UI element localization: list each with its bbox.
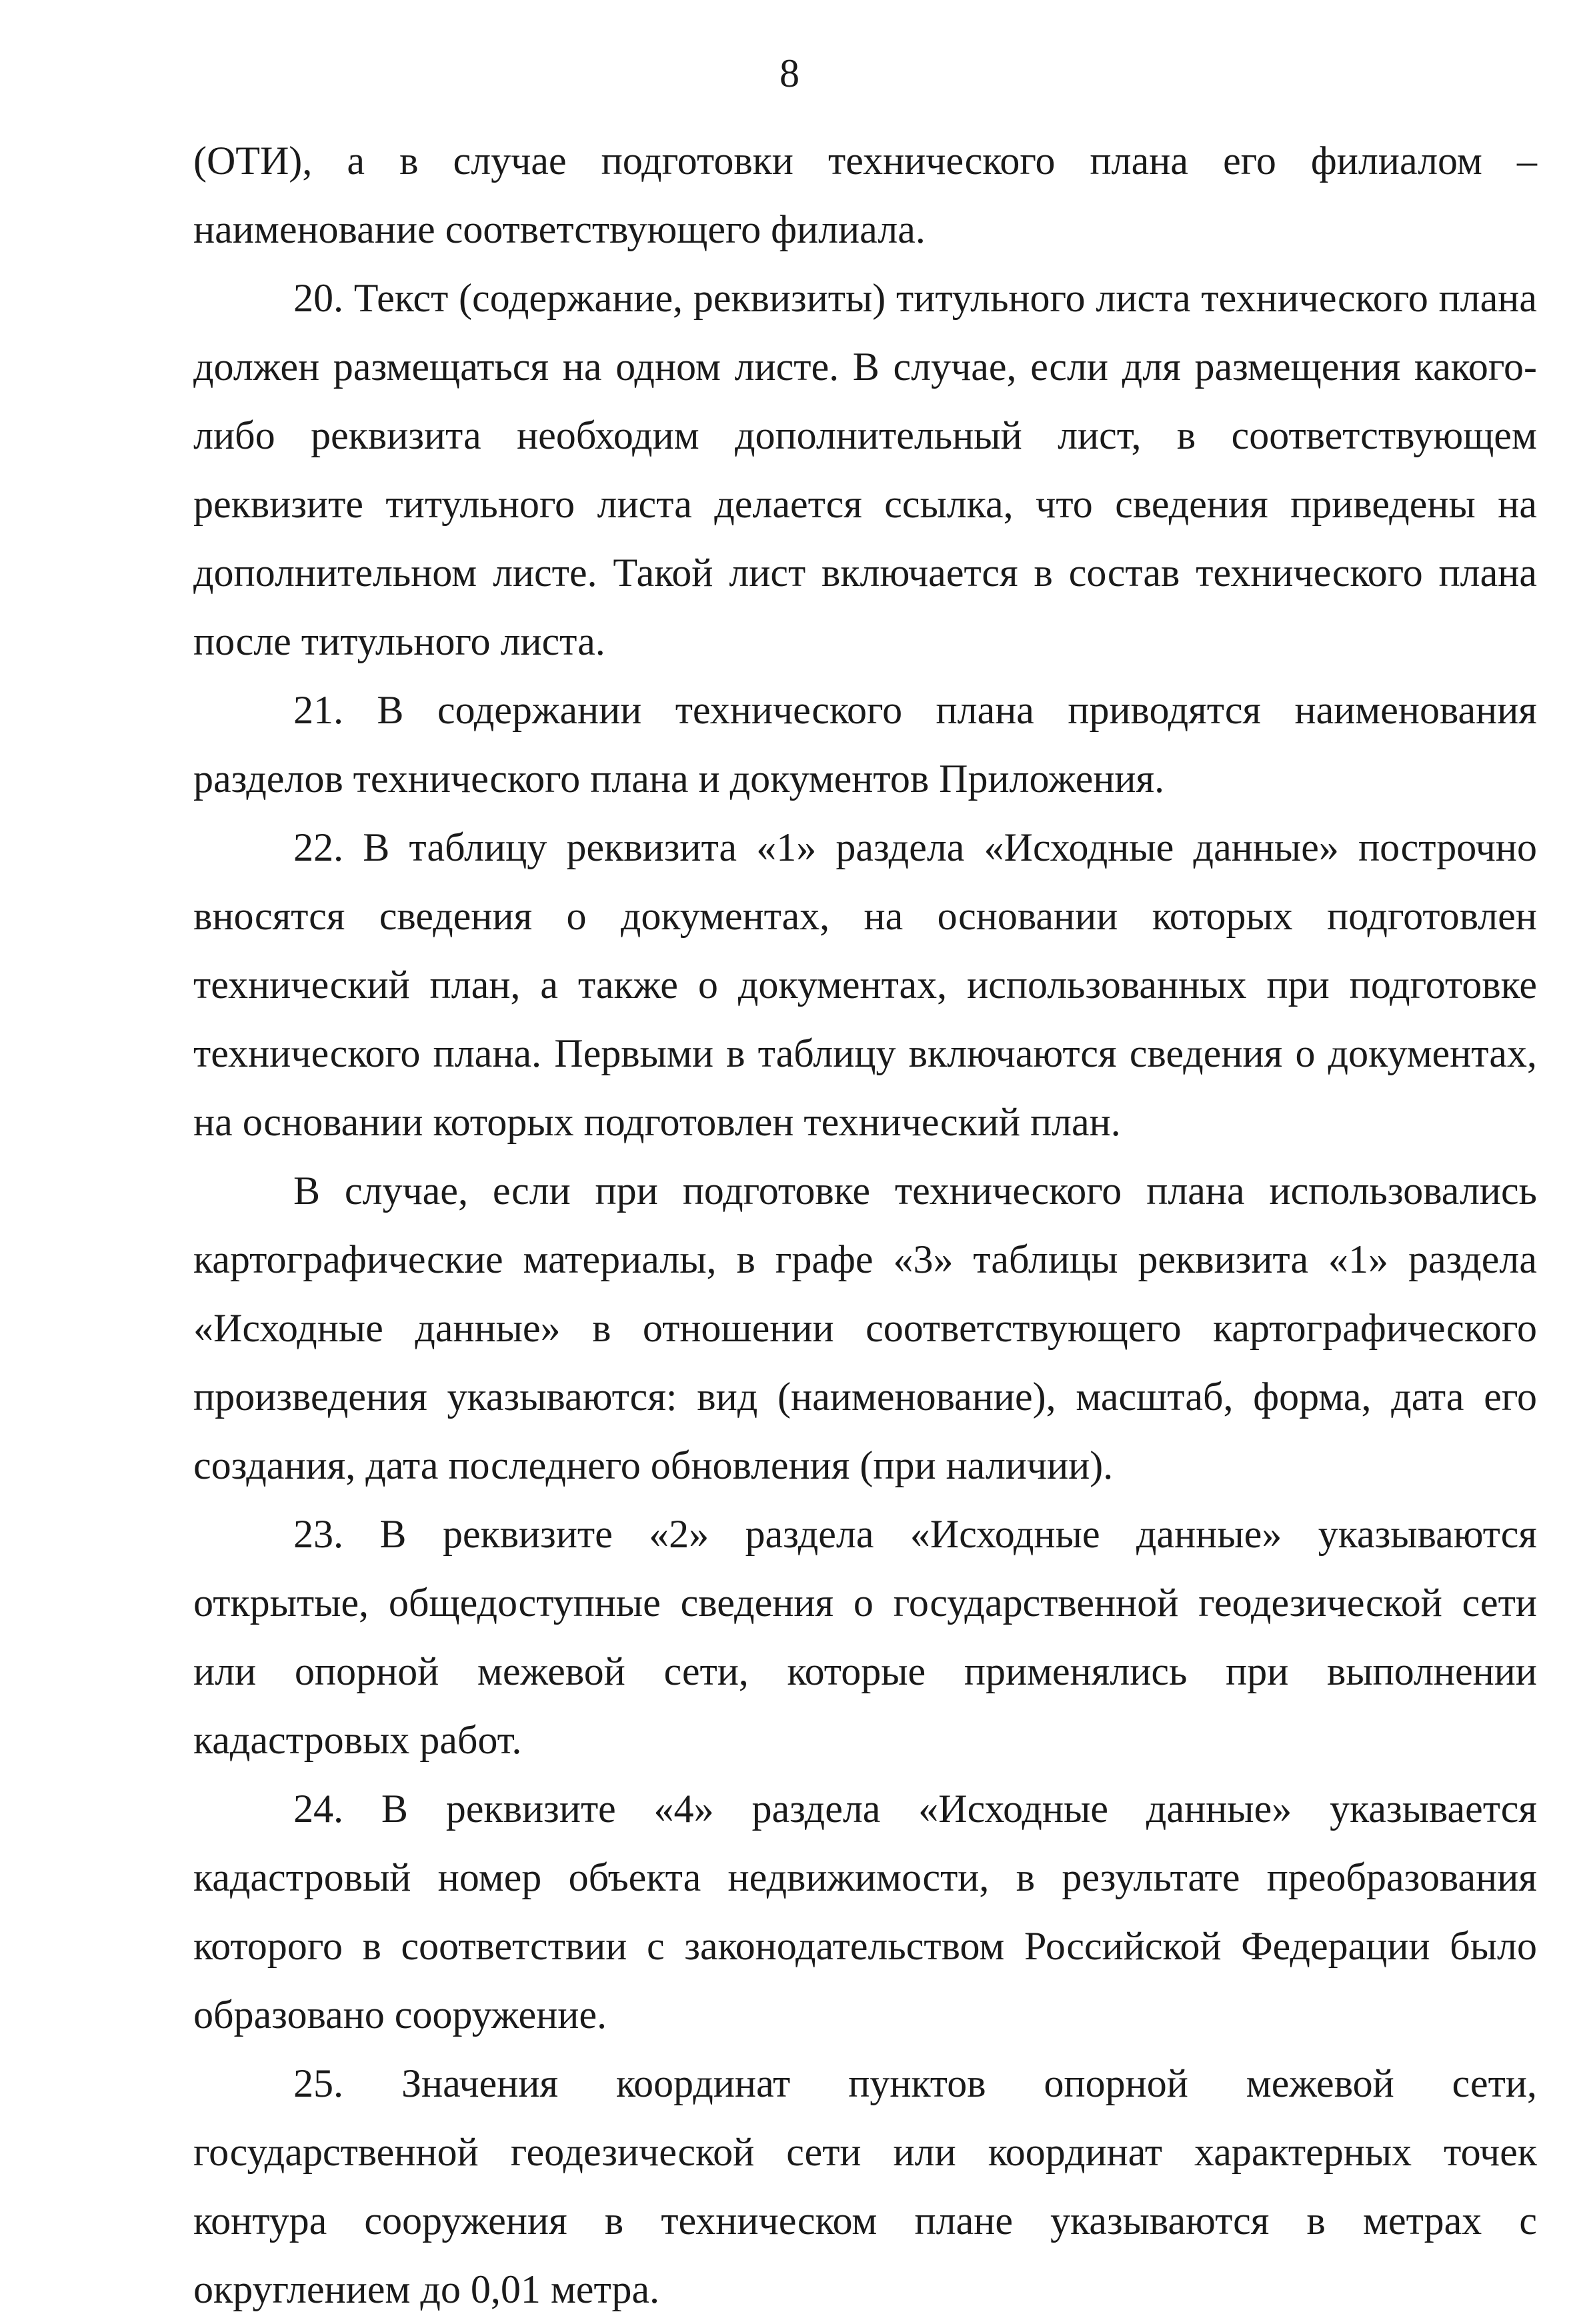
paragraph-item-22-cartographic: В случае, если при подготовке технического плана использовались картографические материалы, в графе «3» таблицы реквизита «1» раздела «Исходные данные» в отношении соответствующего картографического произведения указываются: вид (наименование), масштаб, форма, дата его создания, дата последнего обновления (при наличии). — [193, 1169, 1537, 1487]
page-number: 8 — [779, 51, 800, 95]
paragraph-item-25: 25. Значения координат пунктов опорной межевой сети, государственной геодезической сети или координат характерных точек контура сооружения в техническом плане указываются в метрах с округлением до 0,01 метра. — [193, 2061, 1537, 2311]
paragraph-item-22: 22. В таблицу реквизита «1» раздела «Исходные данные» построчно вносятся сведения о документах, на основании которых подготовлен технический план, а также о документах, использованных при подготовке технического плана. Первыми в таблицу включаются сведения о документах, на основании которых подготовлен технический план. — [193, 825, 1537, 1144]
paragraph-item-23: 23. В реквизите «2» раздела «Исходные данные» указываются открытые, общедоступные сведения о государственной геодезической сети или опорной межевой сети, которые применялись при выполнении кадастровых работ. — [193, 1512, 1537, 1762]
paragraph-item-20: 20. Текст (содержание, реквизиты) титульного листа технического плана должен размещаться на одном листе. В случае, если для размещения какого-либо реквизита необходим дополнительный лист, в соответствующем реквизите титульного листа делается ссылка, что сведения приведены на дополнительном листе. Такой лист включается в состав технического плана после титульного листа. — [193, 276, 1537, 663]
document-body — [193, 127, 1537, 2324]
paragraph-item-24: 24. В реквизите «4» раздела «Исходные данные» указывается кадастровый номер объекта недвижимости, в результате преобразования которого в соответствии с законодательством Российской Федерации было образовано сооружение. — [193, 1787, 1537, 2037]
paragraph-item-21: 21. В содержании технического плана приводятся наименования разделов технического плана и документов Приложения. — [193, 688, 1537, 801]
paragraph-continuation: (ОТИ), а в случае подготовки технического плана его филиалом – наименование соответствующего филиала. — [193, 139, 1537, 251]
